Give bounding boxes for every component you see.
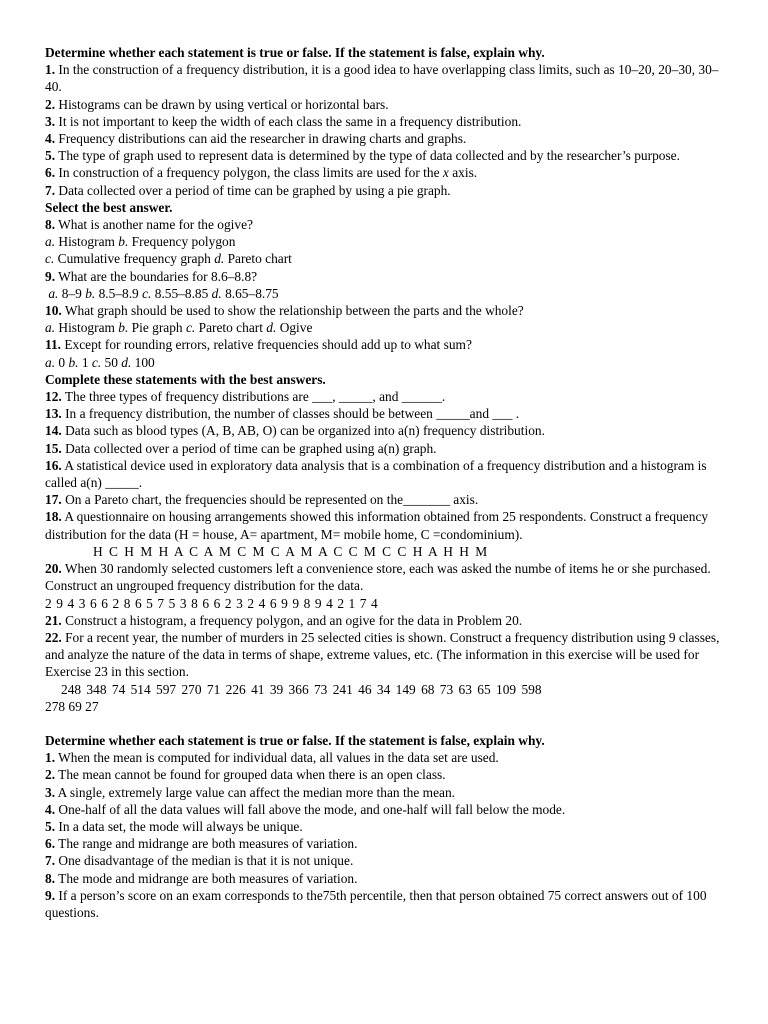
option-text: Pareto chart	[195, 320, 267, 336]
option-letter: d.	[211, 285, 222, 301]
option-text: Histogram	[55, 234, 119, 250]
s4-question-6	[45, 835, 725, 852]
question-number: 4.	[45, 131, 56, 147]
s1-question-1	[45, 61, 725, 95]
question-text: In a frequency distribution, the number of classes should be between _____and ___ .	[61, 406, 520, 422]
s3-question-15	[45, 440, 725, 457]
question-number: 1.	[45, 62, 56, 78]
question-text: What are the boundaries for 8.6–8.8?	[55, 268, 258, 284]
option-text: 8.5–8.9	[95, 285, 143, 301]
question-number: 20.	[45, 561, 62, 577]
option-text: Ogive	[276, 320, 313, 336]
s4-question-5	[45, 818, 725, 835]
question-text: Data collected over a period of time can be graphed by using a pie graph.	[55, 182, 451, 198]
s4-question-7	[45, 852, 725, 869]
question-number: 1.	[45, 750, 56, 766]
question-number: 10.	[45, 303, 62, 319]
question-number: 13.	[45, 406, 62, 422]
question-text: One disadvantage of the median is that it is not unique.	[55, 853, 354, 869]
question-text: It is not important to keep the width of each class the same in a frequency distribution.	[55, 113, 522, 129]
option-letter: c.	[185, 320, 196, 336]
question-number: 22.	[45, 629, 62, 645]
section4-heading: Determine whether each statement is true or false. If the statement is false, explain why.	[45, 732, 545, 748]
question-text: The range and midrange are both measures of variation.	[55, 836, 358, 852]
question-number: 8.	[45, 217, 56, 233]
question-number: 18.	[45, 509, 62, 525]
question-text: What is another name for the ogive?	[55, 217, 253, 233]
question-number: 12.	[45, 389, 62, 405]
option-text: Histogram	[55, 320, 119, 336]
s4-question-8	[45, 870, 725, 887]
question-number: 5.	[45, 148, 56, 164]
question-number: 9.	[45, 887, 56, 903]
question-text: Construct a histogram, a frequency polygon, and an ogive for the data in Problem 20.	[61, 612, 523, 628]
question-text: One-half of all the data values will fall above the mode, and one-half will fall below the mode.	[55, 801, 566, 817]
question-text: Data such as blood types (A, B, AB, O) can be organized into a(n) frequency distribution.	[61, 423, 545, 439]
question-number: 6.	[45, 836, 56, 852]
s2-question-11	[45, 336, 725, 353]
option-text: 50	[101, 354, 122, 370]
s1-question-5	[45, 147, 725, 164]
s4-question-3	[45, 784, 725, 801]
q10-options	[45, 319, 725, 336]
items-purchased-data-line: 2 9 4 3 6 6 2 8 6 5 7 5 3 8 6 6 2 3 2 4 6 9 9 8 9 4 2 1 7 4	[45, 595, 379, 611]
question-text: In the construction of a frequency distribution, it is a good idea to have overlapping class limits, such as 10–20, 20–30, 30–40.	[45, 62, 719, 95]
question-number: 3.	[45, 784, 56, 800]
question-number: 7.	[45, 182, 56, 198]
question-text: When 30 randomly selected customers left a convenience store, each was asked the numbe of items he or she purchased. Construct an ungrouped frequency distribution for the data.	[45, 561, 711, 594]
s1-question-4	[45, 130, 725, 147]
s4-question-1	[45, 749, 725, 766]
question-text: The mean cannot be found for grouped data when there is an open class.	[55, 767, 446, 783]
question-number: 11.	[45, 337, 61, 353]
option-text: 8.65–8.75	[221, 285, 279, 301]
option-text: Cumulative frequency graph	[54, 251, 215, 267]
option-text: Pie graph	[128, 320, 186, 336]
option-letter: b.	[118, 320, 129, 336]
question-text: When the mean is computed for individual data, all values in the data set are used.	[55, 750, 499, 766]
s3-question-17	[45, 491, 725, 508]
question-number: 2.	[45, 96, 56, 112]
murders-data-line-1: 248 348 74 514 597 270 71 226 41 39 366 73 241 46 34 149 68 73 63 65 109 598	[61, 681, 542, 697]
s3-question-12	[45, 388, 725, 405]
option-letter: b.	[68, 354, 79, 370]
question-text: In a data set, the mode will always be unique.	[55, 818, 303, 834]
question-text: Histograms can be drawn by using vertical or horizontal bars.	[55, 96, 389, 112]
question-number: 14.	[45, 423, 62, 439]
q9-options	[45, 285, 725, 302]
question-text: Except for rounding errors, relative frequencies should add up to what sum?	[61, 337, 472, 353]
s1-question-2	[45, 96, 725, 113]
s4-question-2	[45, 766, 725, 783]
question-text-end: axis.	[448, 165, 478, 181]
section2-heading: Select the best answer.	[45, 199, 173, 215]
option-text: 100	[131, 354, 155, 370]
s3-question-18	[45, 508, 725, 542]
question-number: 4.	[45, 801, 56, 817]
s3-question-13	[45, 405, 725, 422]
s1-question-7	[45, 182, 725, 199]
option-text: Pareto chart	[224, 251, 292, 267]
option-letter: a.	[48, 285, 59, 301]
option-letter: b.	[85, 285, 96, 301]
question-text: If a person’s score on an exam corresponds to the75th percentile, then that person obtained 75 correct answers out of 100 questions.	[45, 887, 707, 920]
section1-heading: Determine whether each statement is true or false. If the statement is false, explain why.	[45, 45, 545, 60]
question-number: 15.	[45, 440, 62, 456]
option-text: 8–9	[58, 285, 86, 301]
option-letter: d.	[214, 251, 225, 267]
axis-variable: x	[442, 165, 449, 181]
s4-question-9	[45, 887, 725, 921]
section3-heading: Complete these statements with the best answers.	[45, 371, 326, 387]
question-text: A single, extremely large value can affect the median more than the mean.	[55, 784, 455, 800]
s3-question-14	[45, 422, 725, 439]
option-letter: c.	[45, 251, 55, 267]
question-text: On a Pareto chart, the frequencies should be represented on the_______ axis.	[61, 492, 479, 508]
question-number: 2.	[45, 767, 56, 783]
question-number: 17.	[45, 492, 62, 508]
question-text: A statistical device used in exploratory data analysis that is a combination of a frequency distribution and a histogram is called a(n) _____.	[45, 457, 707, 491]
s3-question-21	[45, 612, 725, 629]
question-number: 9.	[45, 268, 56, 284]
question-text: The mode and midrange are both measures of variation.	[55, 870, 358, 886]
s3-question-22	[45, 629, 725, 681]
housing-data-line: H C H M H A C A M C M C A M A C C M C C H A H H M	[93, 543, 489, 559]
question-number: 5.	[45, 818, 56, 834]
question-text: The three types of frequency distributions are ___, _____, and ______.	[61, 389, 446, 405]
q8-options-row2	[45, 250, 725, 267]
option-text: Frequency polygon	[128, 234, 236, 250]
option-letter: a.	[45, 320, 56, 336]
s3-question-20	[45, 560, 725, 594]
s2-question-8	[45, 216, 725, 233]
option-letter: c.	[142, 285, 152, 301]
question-number: 21.	[45, 612, 62, 628]
s1-question-6	[45, 164, 725, 181]
option-text: 1	[78, 354, 92, 370]
option-letter: d.	[266, 320, 277, 336]
question-number: 16.	[45, 457, 62, 473]
option-letter: c.	[91, 354, 102, 370]
option-letter: a.	[45, 354, 56, 370]
q11-options	[45, 354, 725, 371]
question-number: 6.	[45, 165, 56, 181]
option-letter: d.	[121, 354, 132, 370]
option-text: 8.55–8.85	[151, 285, 212, 301]
option-text: 0	[55, 354, 69, 370]
question-text: In construction of a frequency polygon, the class limits are used for the	[55, 165, 443, 181]
q8-options-row1	[45, 233, 725, 250]
question-text: A questionnaire on housing arrangements showed this information obtained from 25 respondents. Construct a frequency distribution for the data (H = house, A= apartment, M= mobile home, C =condominium).	[45, 509, 709, 542]
document-body	[45, 44, 725, 921]
question-number: 3.	[45, 113, 56, 129]
question-text: For a recent year, the number of murders in 25 selected cities is shown. Construct a frequency distribution using 9 classes, and analyze the nature of the data in terms of shape, extreme values, etc. (The information in this exercise will be used for Exercise 23 in this section.	[45, 629, 720, 680]
s2-question-9	[45, 268, 725, 285]
question-text: Data collected over a period of time can be graphed using a(n) graph.	[61, 440, 437, 456]
s4-question-4	[45, 801, 725, 818]
murders-data-line-2: 278 69 27	[45, 698, 99, 714]
s1-question-3	[45, 113, 725, 130]
s3-question-16	[45, 457, 725, 491]
question-text: The type of graph used to represent data is determined by the type of data collected and by the researcher’s purpose.	[55, 148, 680, 164]
question-number: 7.	[45, 853, 56, 869]
option-letter: b.	[118, 234, 129, 250]
question-number: 8.	[45, 870, 56, 886]
section-spacer	[45, 715, 725, 732]
question-text: Frequency distributions can aid the researcher in drawing charts and graphs.	[55, 131, 467, 147]
question-text: What graph should be used to show the relationship between the parts and the whole?	[61, 303, 524, 319]
option-letter: a.	[45, 234, 56, 250]
s2-question-10	[45, 302, 725, 319]
